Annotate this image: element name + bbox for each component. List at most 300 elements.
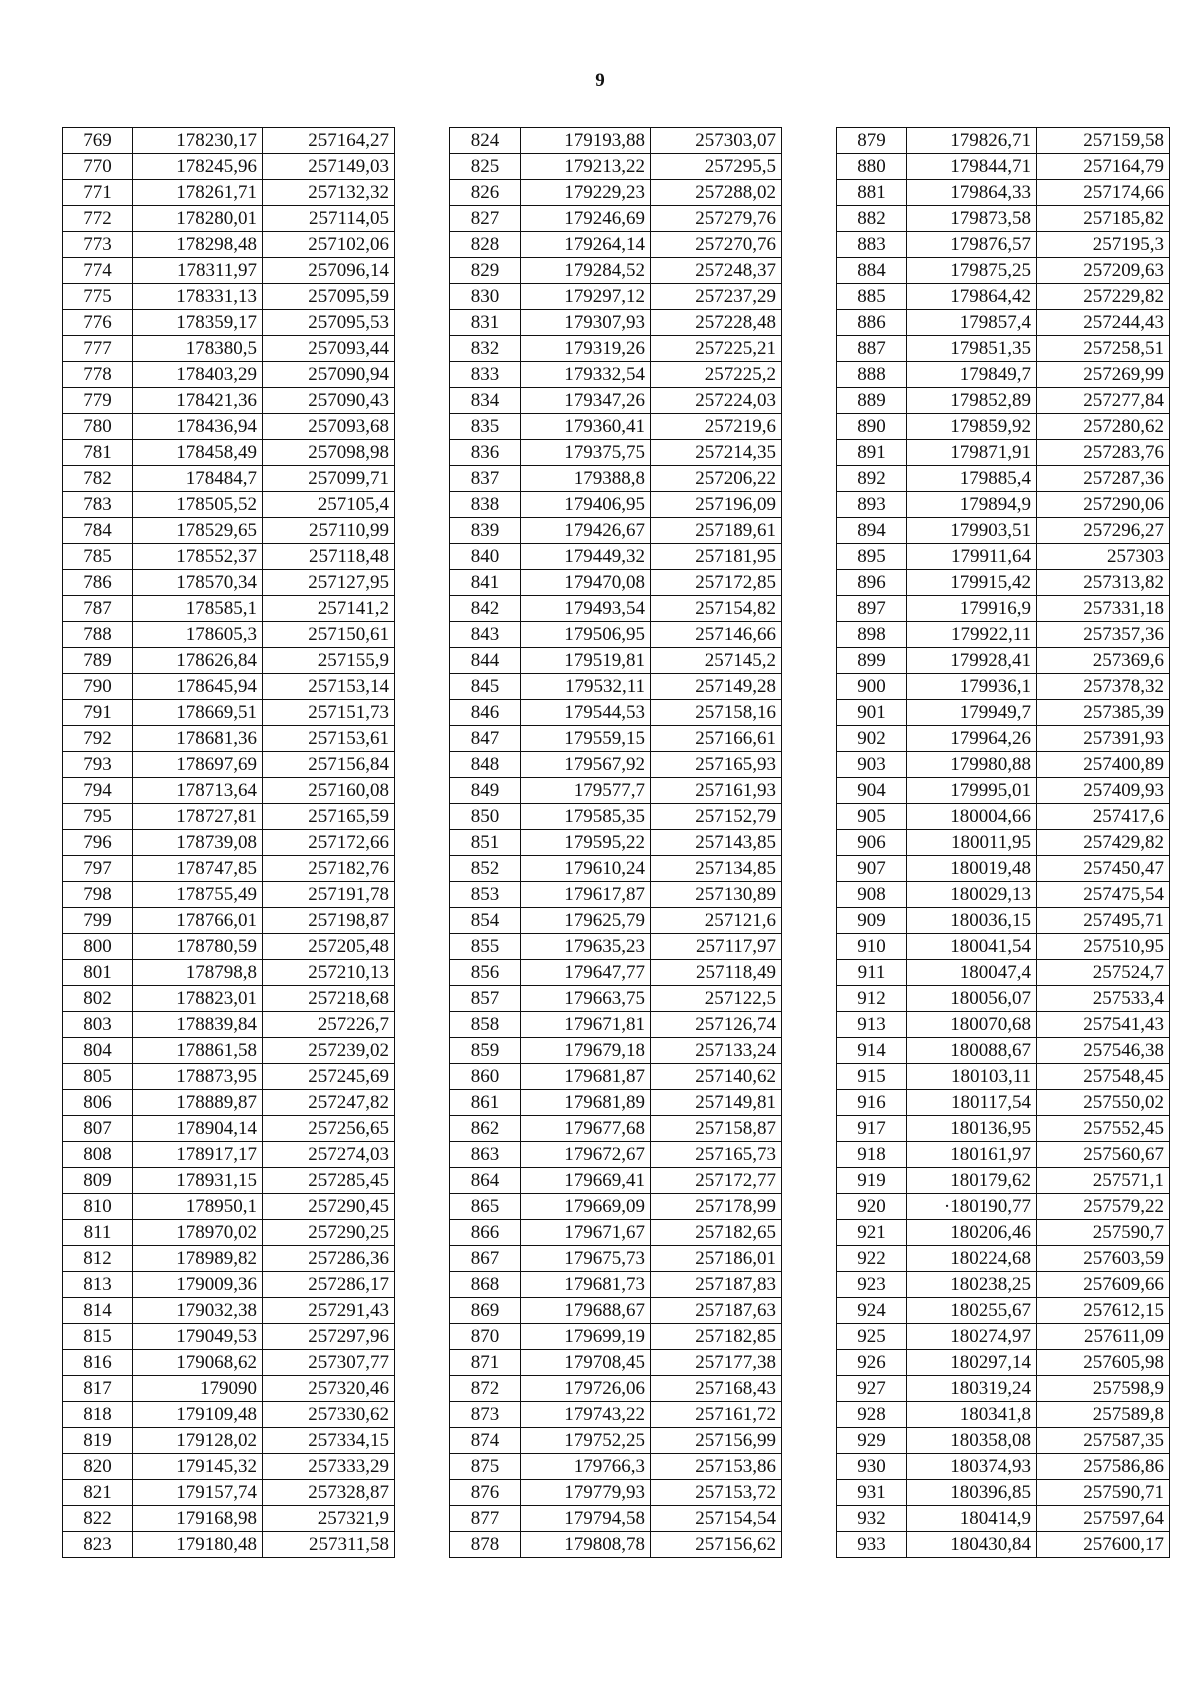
point-number: 842	[450, 596, 521, 622]
point-number: 891	[837, 440, 907, 466]
point-number: 874	[450, 1428, 521, 1454]
point-number: 880	[837, 154, 907, 180]
y-coordinate: 257320,46	[263, 1376, 395, 1402]
y-coordinate: 257587,35	[1037, 1428, 1170, 1454]
table-row	[450, 1402, 782, 1428]
x-coordinate: 179871,91	[907, 440, 1037, 466]
table-row	[837, 388, 1170, 414]
x-coordinate: 179677,68	[521, 1116, 651, 1142]
point-number: 893	[837, 492, 907, 518]
point-number: 829	[450, 258, 521, 284]
point-number: 838	[450, 492, 521, 518]
x-coordinate: 178739,08	[133, 830, 263, 856]
table-row	[837, 1298, 1170, 1324]
point-number: 909	[837, 908, 907, 934]
table-row	[63, 1090, 395, 1116]
x-coordinate: 179936,1	[907, 674, 1037, 700]
x-coordinate: 179916,9	[907, 596, 1037, 622]
y-coordinate: 257589,8	[1037, 1402, 1170, 1428]
table-row	[450, 648, 782, 674]
table-row	[63, 1428, 395, 1454]
x-coordinate: 179544,53	[521, 700, 651, 726]
table-row	[837, 362, 1170, 388]
point-number: 853	[450, 882, 521, 908]
point-number: 845	[450, 674, 521, 700]
x-coordinate: 178585,1	[133, 596, 263, 622]
table-row	[837, 544, 1170, 570]
x-coordinate: 179864,42	[907, 284, 1037, 310]
point-number: 912	[837, 986, 907, 1012]
y-coordinate: 257118,49	[651, 960, 782, 986]
point-number: 918	[837, 1142, 907, 1168]
y-coordinate: 257239,02	[263, 1038, 395, 1064]
point-number: 799	[63, 908, 133, 934]
point-number: 905	[837, 804, 907, 830]
point-number: 809	[63, 1168, 133, 1194]
point-number: 925	[837, 1324, 907, 1350]
y-coordinate: 257143,85	[651, 830, 782, 856]
y-coordinate: 257090,94	[263, 362, 395, 388]
point-number: 791	[63, 700, 133, 726]
y-coordinate: 257286,17	[263, 1272, 395, 1298]
y-coordinate: 257182,76	[263, 856, 395, 882]
table-row	[450, 752, 782, 778]
point-number: 780	[63, 414, 133, 440]
x-coordinate: 179876,57	[907, 232, 1037, 258]
y-coordinate: 257571,1	[1037, 1168, 1170, 1194]
x-coordinate: 180319,24	[907, 1376, 1037, 1402]
table-row	[63, 700, 395, 726]
point-number: 790	[63, 674, 133, 700]
point-number: 773	[63, 232, 133, 258]
point-number: 813	[63, 1272, 133, 1298]
x-coordinate: 179635,23	[521, 934, 651, 960]
x-coordinate: 179307,93	[521, 310, 651, 336]
point-number: 867	[450, 1246, 521, 1272]
y-coordinate: 257270,76	[651, 232, 782, 258]
table-row	[837, 1116, 1170, 1142]
point-number: 889	[837, 388, 907, 414]
table-row	[450, 206, 782, 232]
x-coordinate: 179980,88	[907, 752, 1037, 778]
x-coordinate: 179779,93	[521, 1480, 651, 1506]
point-number: 782	[63, 466, 133, 492]
x-coordinate: 179885,4	[907, 466, 1037, 492]
x-coordinate: 178645,94	[133, 674, 263, 700]
x-coordinate: 179875,25	[907, 258, 1037, 284]
y-coordinate: 257226,7	[263, 1012, 395, 1038]
point-number: 774	[63, 258, 133, 284]
x-coordinate: 179229,23	[521, 180, 651, 206]
table-row	[450, 1168, 782, 1194]
y-coordinate: 257132,32	[263, 180, 395, 206]
y-coordinate: 257612,15	[1037, 1298, 1170, 1324]
point-number: 777	[63, 336, 133, 362]
x-coordinate: 178713,64	[133, 778, 263, 804]
y-coordinate: 257328,87	[263, 1480, 395, 1506]
y-coordinate: 257552,45	[1037, 1116, 1170, 1142]
x-coordinate: 179493,54	[521, 596, 651, 622]
point-number: 783	[63, 492, 133, 518]
point-number: 921	[837, 1220, 907, 1246]
point-number: 876	[450, 1480, 521, 1506]
point-number: 841	[450, 570, 521, 596]
x-coordinate: 179903,51	[907, 518, 1037, 544]
y-coordinate: 257590,7	[1037, 1220, 1170, 1246]
x-coordinate: 179669,41	[521, 1168, 651, 1194]
table-row	[63, 778, 395, 804]
x-coordinate: 180255,67	[907, 1298, 1037, 1324]
x-coordinate: 179049,53	[133, 1324, 263, 1350]
y-coordinate: 257546,38	[1037, 1038, 1170, 1064]
table-row	[450, 1116, 782, 1142]
point-number: 859	[450, 1038, 521, 1064]
y-coordinate: 257225,2	[651, 362, 782, 388]
table-row	[63, 1116, 395, 1142]
y-coordinate: 257609,66	[1037, 1272, 1170, 1298]
table-row	[63, 1298, 395, 1324]
x-coordinate: 179595,22	[521, 830, 651, 856]
coordinate-table-1	[62, 127, 395, 1558]
y-coordinate: 257313,82	[1037, 570, 1170, 596]
y-coordinate: 257579,22	[1037, 1194, 1170, 1220]
table-row	[63, 492, 395, 518]
y-coordinate: 257164,27	[263, 128, 395, 154]
x-coordinate: 178380,5	[133, 336, 263, 362]
y-coordinate: 257279,76	[651, 206, 782, 232]
point-number: 848	[450, 752, 521, 778]
point-number: 834	[450, 388, 521, 414]
point-number: 932	[837, 1506, 907, 1532]
point-number: 916	[837, 1090, 907, 1116]
x-coordinate: 179894,9	[907, 492, 1037, 518]
point-number: 875	[450, 1454, 521, 1480]
y-coordinate: 257102,06	[263, 232, 395, 258]
table-row	[450, 622, 782, 648]
x-coordinate: 180206,46	[907, 1220, 1037, 1246]
y-coordinate: 257187,83	[651, 1272, 782, 1298]
table-row	[450, 1194, 782, 1220]
y-coordinate: 257196,09	[651, 492, 782, 518]
y-coordinate: 257153,61	[263, 726, 395, 752]
x-coordinate: 179859,92	[907, 414, 1037, 440]
point-number: 856	[450, 960, 521, 986]
point-number: 917	[837, 1116, 907, 1142]
x-coordinate: 179168,98	[133, 1506, 263, 1532]
y-coordinate: 257130,89	[651, 882, 782, 908]
x-coordinate: 179849,7	[907, 362, 1037, 388]
table-row	[450, 414, 782, 440]
y-coordinate: 257378,32	[1037, 674, 1170, 700]
y-coordinate: 257303,07	[651, 128, 782, 154]
y-coordinate: 257164,79	[1037, 154, 1170, 180]
x-coordinate: 179699,19	[521, 1324, 651, 1350]
y-coordinate: 257154,54	[651, 1506, 782, 1532]
x-coordinate: 179647,77	[521, 960, 651, 986]
y-coordinate: 257603,59	[1037, 1246, 1170, 1272]
x-coordinate: 179426,67	[521, 518, 651, 544]
x-coordinate: 179128,02	[133, 1428, 263, 1454]
point-number: 787	[63, 596, 133, 622]
x-coordinate: 180374,93	[907, 1454, 1037, 1480]
table-row	[837, 466, 1170, 492]
point-number: 815	[63, 1324, 133, 1350]
table-row	[63, 596, 395, 622]
y-coordinate: 257391,93	[1037, 726, 1170, 752]
coordinate-table-3	[836, 127, 1170, 1558]
x-coordinate: 179032,38	[133, 1298, 263, 1324]
table-row	[837, 752, 1170, 778]
y-coordinate: 257291,43	[263, 1298, 395, 1324]
point-number: 807	[63, 1116, 133, 1142]
point-number: 894	[837, 518, 907, 544]
y-coordinate: 257118,48	[263, 544, 395, 570]
x-coordinate: 179911,64	[907, 544, 1037, 570]
point-number: 873	[450, 1402, 521, 1428]
point-number: 903	[837, 752, 907, 778]
point-number: 814	[63, 1298, 133, 1324]
y-coordinate: 257245,69	[263, 1064, 395, 1090]
x-coordinate: 179332,54	[521, 362, 651, 388]
table-row	[837, 1480, 1170, 1506]
x-coordinate: 178484,7	[133, 466, 263, 492]
table-row	[837, 986, 1170, 1012]
table-row	[63, 570, 395, 596]
y-coordinate: 257099,71	[263, 466, 395, 492]
x-coordinate: 179559,15	[521, 726, 651, 752]
table-row	[450, 882, 782, 908]
x-coordinate: 180238,25	[907, 1272, 1037, 1298]
table-row	[63, 180, 395, 206]
x-coordinate: 179068,62	[133, 1350, 263, 1376]
point-number: 828	[450, 232, 521, 258]
point-number: 817	[63, 1376, 133, 1402]
table-row	[450, 1376, 782, 1402]
table-row	[450, 1272, 782, 1298]
point-number: 886	[837, 310, 907, 336]
point-number: 837	[450, 466, 521, 492]
x-coordinate: 180341,8	[907, 1402, 1037, 1428]
x-coordinate: 178403,29	[133, 362, 263, 388]
x-coordinate: 180396,85	[907, 1480, 1037, 1506]
point-number: 800	[63, 934, 133, 960]
table-row	[837, 882, 1170, 908]
point-number: 899	[837, 648, 907, 674]
table-row	[450, 830, 782, 856]
point-number: 922	[837, 1246, 907, 1272]
y-coordinate: 257172,66	[263, 830, 395, 856]
y-coordinate: 257154,82	[651, 596, 782, 622]
table-row	[837, 154, 1170, 180]
x-coordinate: 178421,36	[133, 388, 263, 414]
table-row	[63, 1012, 395, 1038]
y-coordinate: 257450,47	[1037, 856, 1170, 882]
y-coordinate: 257385,39	[1037, 700, 1170, 726]
y-coordinate: 257256,65	[263, 1116, 395, 1142]
y-coordinate: 257158,16	[651, 700, 782, 726]
point-number: 920	[837, 1194, 907, 1220]
x-coordinate: 179090	[133, 1376, 263, 1402]
table-row	[837, 1428, 1170, 1454]
x-coordinate: 178889,87	[133, 1090, 263, 1116]
table-row	[63, 414, 395, 440]
table-row	[63, 804, 395, 830]
x-coordinate: 179347,26	[521, 388, 651, 414]
x-coordinate: 179928,41	[907, 648, 1037, 674]
y-coordinate: 257093,68	[263, 414, 395, 440]
point-number: 896	[837, 570, 907, 596]
table-row	[837, 206, 1170, 232]
x-coordinate: 180179,62	[907, 1168, 1037, 1194]
point-number: 901	[837, 700, 907, 726]
x-coordinate: ·180190,77	[907, 1194, 1037, 1220]
x-coordinate: 179532,11	[521, 674, 651, 700]
point-number: 825	[450, 154, 521, 180]
point-number: 821	[63, 1480, 133, 1506]
y-coordinate: 257225,21	[651, 336, 782, 362]
point-number: 796	[63, 830, 133, 856]
point-number: 770	[63, 154, 133, 180]
table-row	[63, 882, 395, 908]
point-number: 923	[837, 1272, 907, 1298]
y-coordinate: 257295,5	[651, 154, 782, 180]
table-row	[63, 648, 395, 674]
y-coordinate: 257357,36	[1037, 622, 1170, 648]
table-row	[63, 154, 395, 180]
x-coordinate: 178505,52	[133, 492, 263, 518]
table-row	[450, 1298, 782, 1324]
y-coordinate: 257417,6	[1037, 804, 1170, 830]
table-row	[450, 336, 782, 362]
table-row	[837, 1506, 1170, 1532]
table-row	[837, 1532, 1170, 1558]
y-coordinate: 257095,59	[263, 284, 395, 310]
point-number: 835	[450, 414, 521, 440]
table-row	[63, 284, 395, 310]
point-number: 890	[837, 414, 907, 440]
y-coordinate: 257117,97	[651, 934, 782, 960]
x-coordinate: 179708,45	[521, 1350, 651, 1376]
y-coordinate: 257140,62	[651, 1064, 782, 1090]
point-number: 862	[450, 1116, 521, 1142]
table-row	[837, 726, 1170, 752]
x-coordinate: 179672,67	[521, 1142, 651, 1168]
point-number: 788	[63, 622, 133, 648]
x-coordinate: 179009,36	[133, 1272, 263, 1298]
point-number: 795	[63, 804, 133, 830]
y-coordinate: 257114,05	[263, 206, 395, 232]
table-row	[63, 986, 395, 1012]
point-number: 855	[450, 934, 521, 960]
x-coordinate: 178970,02	[133, 1220, 263, 1246]
point-number: 840	[450, 544, 521, 570]
y-coordinate: 257229,82	[1037, 284, 1170, 310]
x-coordinate: 180070,68	[907, 1012, 1037, 1038]
point-number: 864	[450, 1168, 521, 1194]
point-number: 879	[837, 128, 907, 154]
x-coordinate: 178917,17	[133, 1142, 263, 1168]
table-row	[837, 518, 1170, 544]
y-coordinate: 257285,45	[263, 1168, 395, 1194]
y-coordinate: 257334,15	[263, 1428, 395, 1454]
y-coordinate: 257590,71	[1037, 1480, 1170, 1506]
table-row	[450, 804, 782, 830]
point-number: 775	[63, 284, 133, 310]
point-number: 816	[63, 1350, 133, 1376]
point-number: 794	[63, 778, 133, 804]
point-number: 797	[63, 856, 133, 882]
y-coordinate: 257429,82	[1037, 830, 1170, 856]
point-number: 914	[837, 1038, 907, 1064]
x-coordinate: 179193,88	[521, 128, 651, 154]
y-coordinate: 257244,43	[1037, 310, 1170, 336]
y-coordinate: 257165,93	[651, 752, 782, 778]
table-row	[63, 544, 395, 570]
point-number: 895	[837, 544, 907, 570]
table-row	[63, 726, 395, 752]
point-number: 906	[837, 830, 907, 856]
y-coordinate: 257153,86	[651, 1454, 782, 1480]
y-coordinate: 257151,73	[263, 700, 395, 726]
page-number: 9	[595, 70, 605, 91]
point-number: 847	[450, 726, 521, 752]
x-coordinate: 180430,84	[907, 1532, 1037, 1558]
y-coordinate: 257159,58	[1037, 128, 1170, 154]
y-coordinate: 257152,79	[651, 804, 782, 830]
point-number: 919	[837, 1168, 907, 1194]
x-coordinate: 178529,65	[133, 518, 263, 544]
y-coordinate: 257133,24	[651, 1038, 782, 1064]
table-row	[837, 674, 1170, 700]
point-number: 877	[450, 1506, 521, 1532]
y-coordinate: 257174,66	[1037, 180, 1170, 206]
table-row	[450, 1480, 782, 1506]
x-coordinate: 178823,01	[133, 986, 263, 1012]
x-coordinate: 178669,51	[133, 700, 263, 726]
point-number: 801	[63, 960, 133, 986]
x-coordinate: 178681,36	[133, 726, 263, 752]
point-number: 802	[63, 986, 133, 1012]
x-coordinate: 180274,97	[907, 1324, 1037, 1350]
y-coordinate: 257586,86	[1037, 1454, 1170, 1480]
table-row	[63, 830, 395, 856]
y-coordinate: 257186,01	[651, 1246, 782, 1272]
y-coordinate: 257597,64	[1037, 1506, 1170, 1532]
x-coordinate: 179681,73	[521, 1272, 651, 1298]
table-row	[837, 1142, 1170, 1168]
point-number: 784	[63, 518, 133, 544]
table-row	[837, 804, 1170, 830]
x-coordinate: 180117,54	[907, 1090, 1037, 1116]
y-coordinate: 257280,62	[1037, 414, 1170, 440]
table-row	[450, 1428, 782, 1454]
x-coordinate: 178458,49	[133, 440, 263, 466]
table-row	[450, 544, 782, 570]
y-coordinate: 257224,03	[651, 388, 782, 414]
table-row	[837, 934, 1170, 960]
y-coordinate: 257134,85	[651, 856, 782, 882]
point-number: 868	[450, 1272, 521, 1298]
x-coordinate: 180103,11	[907, 1064, 1037, 1090]
y-coordinate: 257369,6	[1037, 648, 1170, 674]
x-coordinate: 179844,71	[907, 154, 1037, 180]
x-coordinate: 178904,14	[133, 1116, 263, 1142]
y-coordinate: 257182,65	[651, 1220, 782, 1246]
y-coordinate: 257269,99	[1037, 362, 1170, 388]
x-coordinate: 179873,58	[907, 206, 1037, 232]
y-coordinate: 257219,6	[651, 414, 782, 440]
table-row	[450, 960, 782, 986]
